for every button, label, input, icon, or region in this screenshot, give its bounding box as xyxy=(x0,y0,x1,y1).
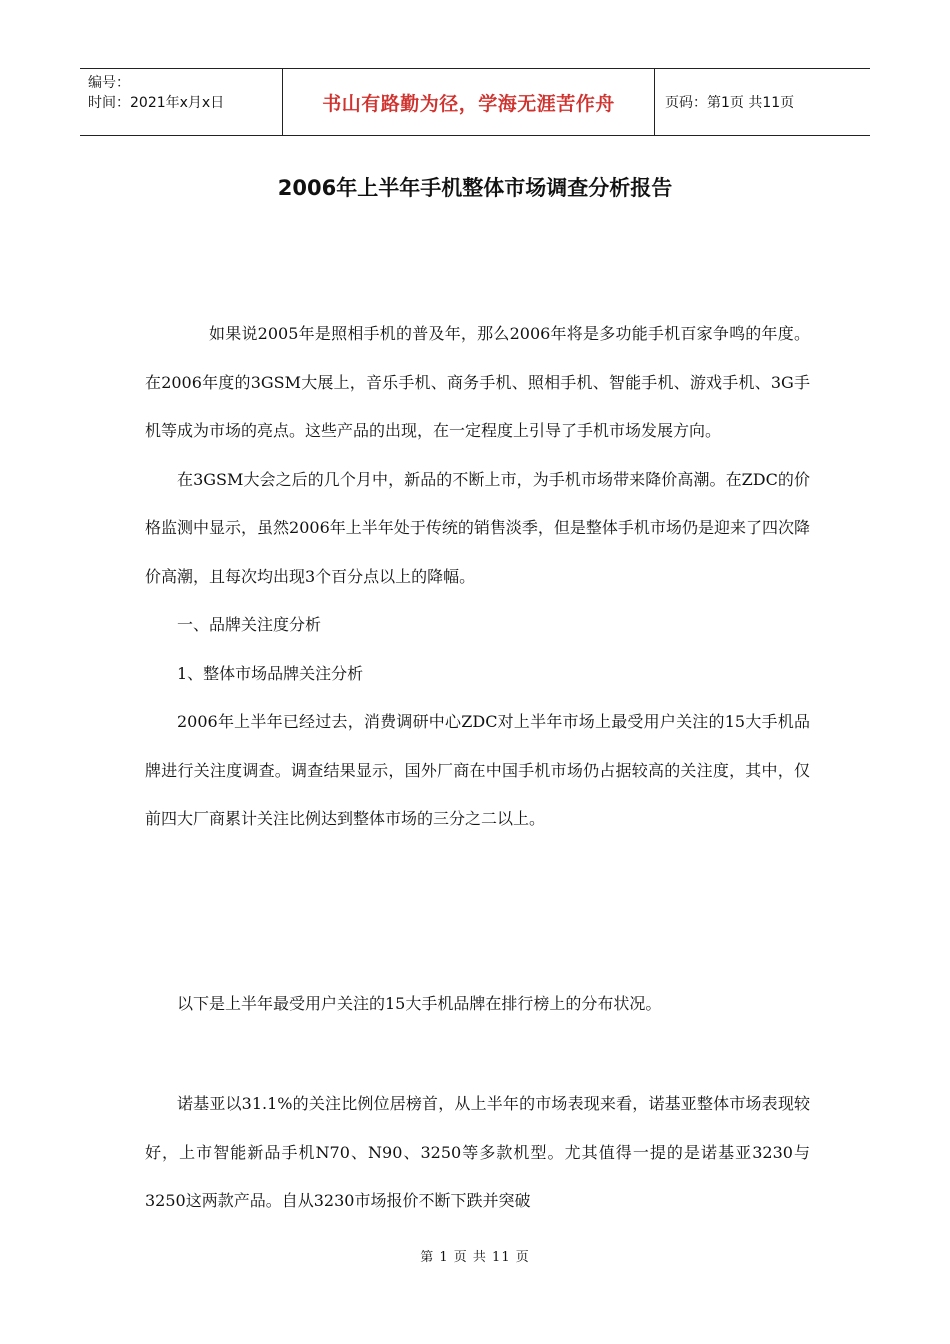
paragraph-nokia: 诺基亚以31.1%的关注比例位居榜首，从上半年的市场表现来看，诺基亚整体市场表现较好，上市智能新品手机N70、N90、3250等多款机型。尤其值得一提的是诺基亚3230与3250这两款产品。自从3230市场报价不断下跌并突破 xyxy=(145,1094,810,1210)
time-label: 时间：2021年x月x日 xyxy=(88,95,225,111)
page-info: 页码：第1页 共11页 xyxy=(665,95,795,111)
number-label: 编号： xyxy=(88,75,130,91)
body-block-3 xyxy=(145,1080,810,1226)
subsection-heading: 1、整体市场品牌关注分析 xyxy=(177,663,364,683)
header-table xyxy=(80,68,870,136)
section-heading: 一、品牌关注度分析 xyxy=(177,615,322,634)
page-footer: 第 1 页 共 11 页 xyxy=(420,1250,530,1265)
paragraph-ranking-intro: 以下是上半年最受用户关注的15大手机品牌在排行榜上的分布状况。 xyxy=(177,994,662,1013)
paragraph-intro: 如果说2005年是照相手机的普及年，那么2006年将是多功能手机百家争鸣的年度。在2006年度的3GSM大展上，音乐手机、商务手机、照相手机、智能手机、游戏手机、3G手机等成为市场的亮点。这些产品的出现，在一定程度上引导了手机市场发展方向。 xyxy=(145,324,810,440)
body-block-1 xyxy=(145,310,810,844)
paragraph-survey: 2006年上半年已经过去，消费调研中心ZDC对上半年市场上最受用户关注的15大手机品牌进行关注度调查。调查结果显示，国外厂商在中国手机市场仍占据较高的关注度，其中，仅前四大厂商累计关注比例达到整体市场的三分之二以上。 xyxy=(145,712,810,828)
body-block-2 xyxy=(145,980,810,1029)
header-page-cell xyxy=(655,69,870,135)
paragraph-price: 在3GSM大会之后的几个月中，新品的不断上市，为手机市场带来降价高潮。在ZDC的价格监测中显示，虽然2006年上半年处于传统的销售淡季，但是整体手机市场仍是迎来了四次降价高潮，且每次均出现3个百分点以上的降幅。 xyxy=(145,469,810,586)
header-motto-cell xyxy=(282,69,655,135)
document-title: 2006年上半年手机整体市场调查分析报告 xyxy=(277,176,673,200)
motto-text: 书山有路勤为径，学海无涯苦作舟 xyxy=(322,92,615,115)
header-meta-cell xyxy=(80,69,282,135)
